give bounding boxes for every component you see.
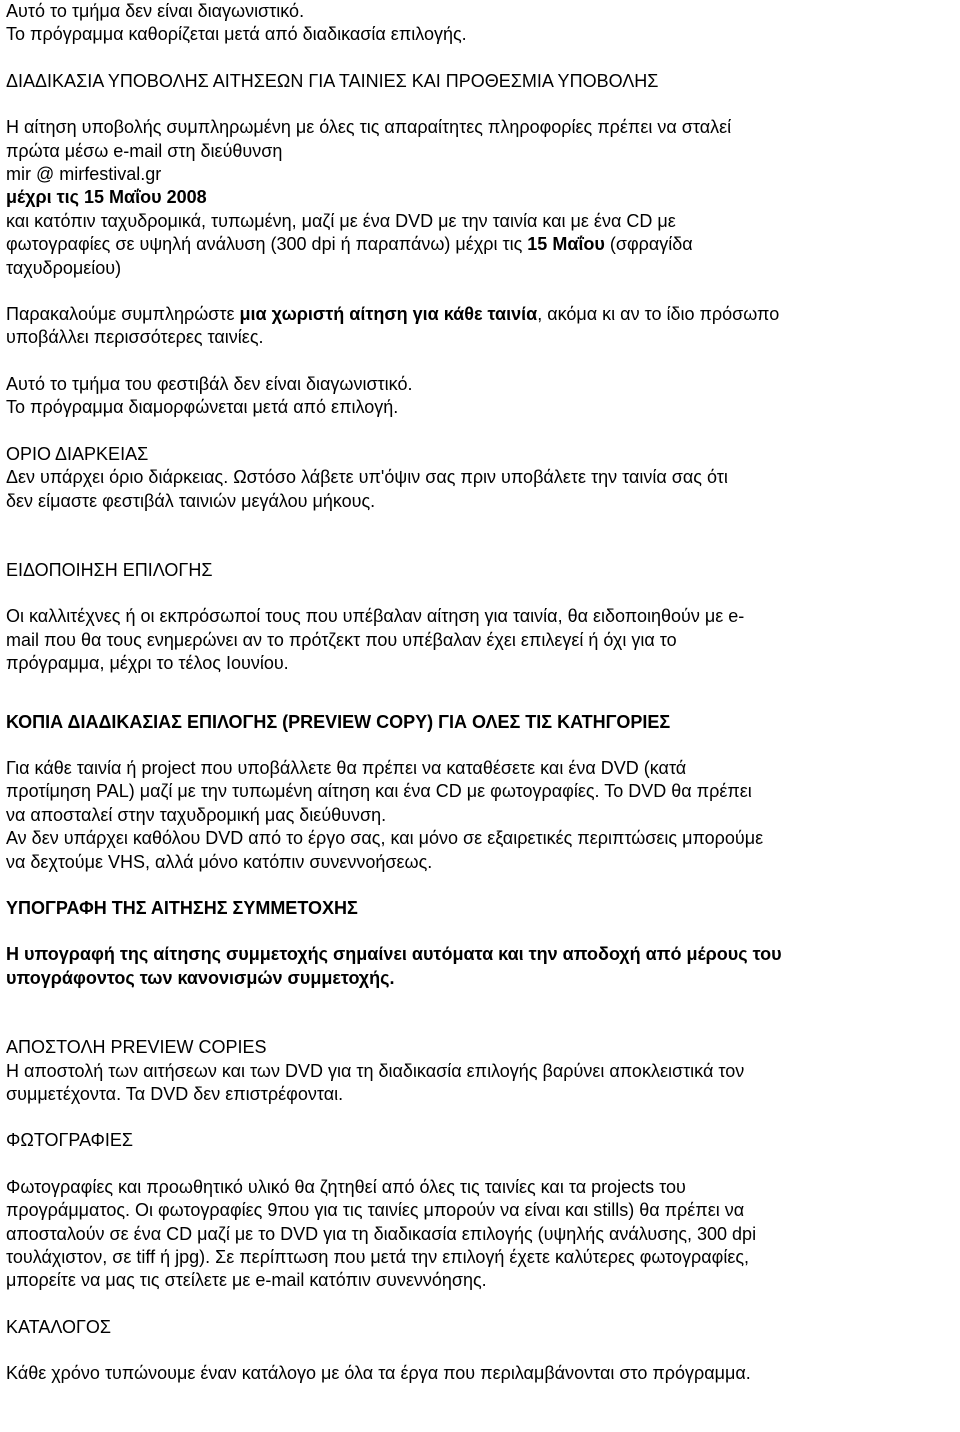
paragraph-line: υποβάλλει περισσότερες ταινίες.	[6, 327, 264, 348]
section-heading-submission: ΔΙΑΔΙΚΑΣΙΑ ΥΠΟΒΟΛΗΣ ΑΙΤΗΣΕΩΝ ΓΙΑ ΤΑΙΝΙΕΣ ΚΑΙ ΠΡΟΘΕΣΜΙΑ ΥΠΟΒΟΛΗΣ	[6, 70, 659, 91]
paragraph-line: Το πρόγραμμα διαμορφώνεται μετά από επιλογή.	[6, 397, 399, 418]
paragraph-line: Παρακαλούμε συμπληρώστε μια χωριστή αίτηση για κάθε ταινία, ακόμα κι αν το ίδιο πρόσωπο	[6, 304, 780, 325]
intro-line: Αυτό το τμήμα δεν είναι διαγωνιστικό.	[6, 1, 305, 21]
section-heading-duration: ΟΡΙΟ ΔΙΑΡΚΕΙΑΣ	[6, 443, 149, 464]
paragraph-line: προγράμματος. Οι φωτογραφίες 9που για τις ταινίες μπορούν να είναι και stills) θα πρέπει να	[6, 1200, 745, 1221]
paragraph-line: να δεχτούμε VHS, αλλά μόνο κατόπιν συνεννοήσεως.	[6, 851, 433, 872]
paragraph-line: συμμετέχοντα. Τα DVD δεν επιστρέφονται.	[6, 1084, 344, 1104]
deadline-inline: 15 Μαΐου	[527, 234, 605, 255]
paragraph-line: ταχυδρομείου)	[6, 257, 122, 278]
paragraph-line: Η αποστολή των αιτήσεων και των DVD για τη διαδικασία επιλογής βαρύνει αποκλειστικά τον	[6, 1060, 745, 1081]
intro-line: Το πρόγραμμα καθορίζεται μετά από διαδικασία επιλογής.	[6, 24, 467, 45]
paragraph-line: Για κάθε ταινία ή project που υποβάλλετε θα πρέπει να καταθέσετε και ένα DVD (κατά	[6, 757, 687, 778]
paragraph-line: Η υπογραφή της αίτησης συμμετοχής σημαίνει αυτόματα και την αποδοχή από μέρους του	[6, 944, 782, 965]
section-heading-notification: ΕΙΔΟΠΟΙΗΣΗ ΕΠΙΛΟΓΗΣ	[6, 559, 213, 580]
paragraph-line: Φωτογραφίες και προωθητικό υλικό θα ζητηθεί από όλες τις ταινίες και τα projects του	[6, 1176, 686, 1197]
section-heading-photos: ΦΩΤΟΓΡΑΦΙΕΣ	[6, 1130, 134, 1151]
paragraph-line: αποσταλούν σε ένα CD μαζί με το DVD για τη διαδικασία επιλογής (υψηλής ανάλυσης, 300 dpi	[6, 1223, 757, 1244]
paragraph-line: μπορείτε να μας τις στείλετε με e-mail κατόπιν συνεννόησης.	[6, 1270, 487, 1291]
email-address: mir @ mirfestival.gr	[6, 164, 162, 185]
paragraph-line: φωτογραφίες σε υψηλή ανάλυση (300 dpi ή παραπάνω) μέχρι τις 15 Μαΐου (σφραγίδα	[6, 234, 693, 255]
paragraph-line: Αυτό το τμήμα του φεστιβάλ δεν είναι διαγωνιστικό.	[6, 373, 413, 394]
section-heading-signature: ΥΠΟΓΡΑΦΗ ΤΗΣ ΑΙΤΗΣΗΣ ΣΥΜΜΕΤΟΧΗΣ	[6, 897, 358, 918]
paragraph-line: και κατόπιν ταχυδρομικά, τυπωμένη, μαζί με ένα DVD με την ταινία και με ένα CD με	[6, 210, 676, 231]
paragraph-line: υπογράφοντος των κανονισμών συμμετοχής.	[6, 967, 395, 988]
paragraph-line: Δεν υπάρχει όριο διάρκειας. Ωστόσο λάβετε υπ'όψιν σας πριν υποβάλετε την ταινία σας ότι	[6, 467, 728, 488]
paragraph-line: δεν είμαστε φεστιβάλ ταινιών μεγάλου μήκους.	[6, 490, 376, 511]
section-heading-catalogue: ΚΑΤΑΛΟΓΟΣ	[6, 1316, 112, 1337]
paragraph-line: προτίμηση PAL) μαζί με την τυπωμένη αίτηση και ένα CD με φωτογραφίες. Το DVD θα πρέπει	[6, 781, 752, 802]
paragraph-line: πρώτα μέσω e-mail στη διεύθυνση	[6, 140, 283, 161]
emphasis: μια χωριστή αίτηση για κάθε ταινία	[239, 304, 538, 325]
paragraph-line: Αν δεν υπάρχει καθόλου DVD από το έργο σας, και μόνο σε εξαιρετικές περιπτώσεις μπορούμε	[6, 828, 764, 849]
paragraph-line: Κάθε χρόνο τυπώνουμε έναν κατάλογο με όλα τα έργα που περιλαμβάνονται στο πρόγραμμα.	[6, 1363, 751, 1384]
paragraph-line: να αποσταλεί στην ταχυδρομική μας διεύθυνση.	[6, 804, 387, 825]
section-heading-shipping: ΑΠΟΣΤΟΛΗ PREVIEW COPIES	[6, 1037, 267, 1058]
section-heading-preview-copy: ΚΟΠΙΑ ΔΙΑΔΙΚΑΣΙΑΣ ΕΠΙΛΟΓΗΣ (PREVIEW COPY) ΓΙΑ ΟΛΕΣ ΤΙΣ ΚΑΤΗΓΟΡΙΕΣ	[6, 711, 671, 732]
paragraph-line: πρόγραμμα, μέχρι το τέλος Ιουνίου.	[6, 653, 289, 674]
deadline: μέχρι τις 15 Μαΐου 2008	[6, 187, 207, 208]
paragraph-line: Η αίτηση υποβολής συμπληρωμένη με όλες τις απαραίτητες πληροφορίες πρέπει να σταλεί	[6, 117, 732, 138]
paragraph-line: mail που θα τους ενημερώνει αν το πρότζεκτ που υπέβαλαν έχει επιλεγεί ή όχι για το	[6, 629, 677, 650]
paragraph-line: Οι καλλιτέχνες ή οι εκπρόσωποί τους που υπέβαλαν αίτηση για ταινία, θα ειδοποιηθούν με e-	[6, 606, 745, 627]
paragraph-line: τουλάχιστον, σε tiff ή jpg). Σε περίπτωση που μετά την επιλογή έχετε καλύτερες φωτογραφίες,	[6, 1247, 750, 1268]
